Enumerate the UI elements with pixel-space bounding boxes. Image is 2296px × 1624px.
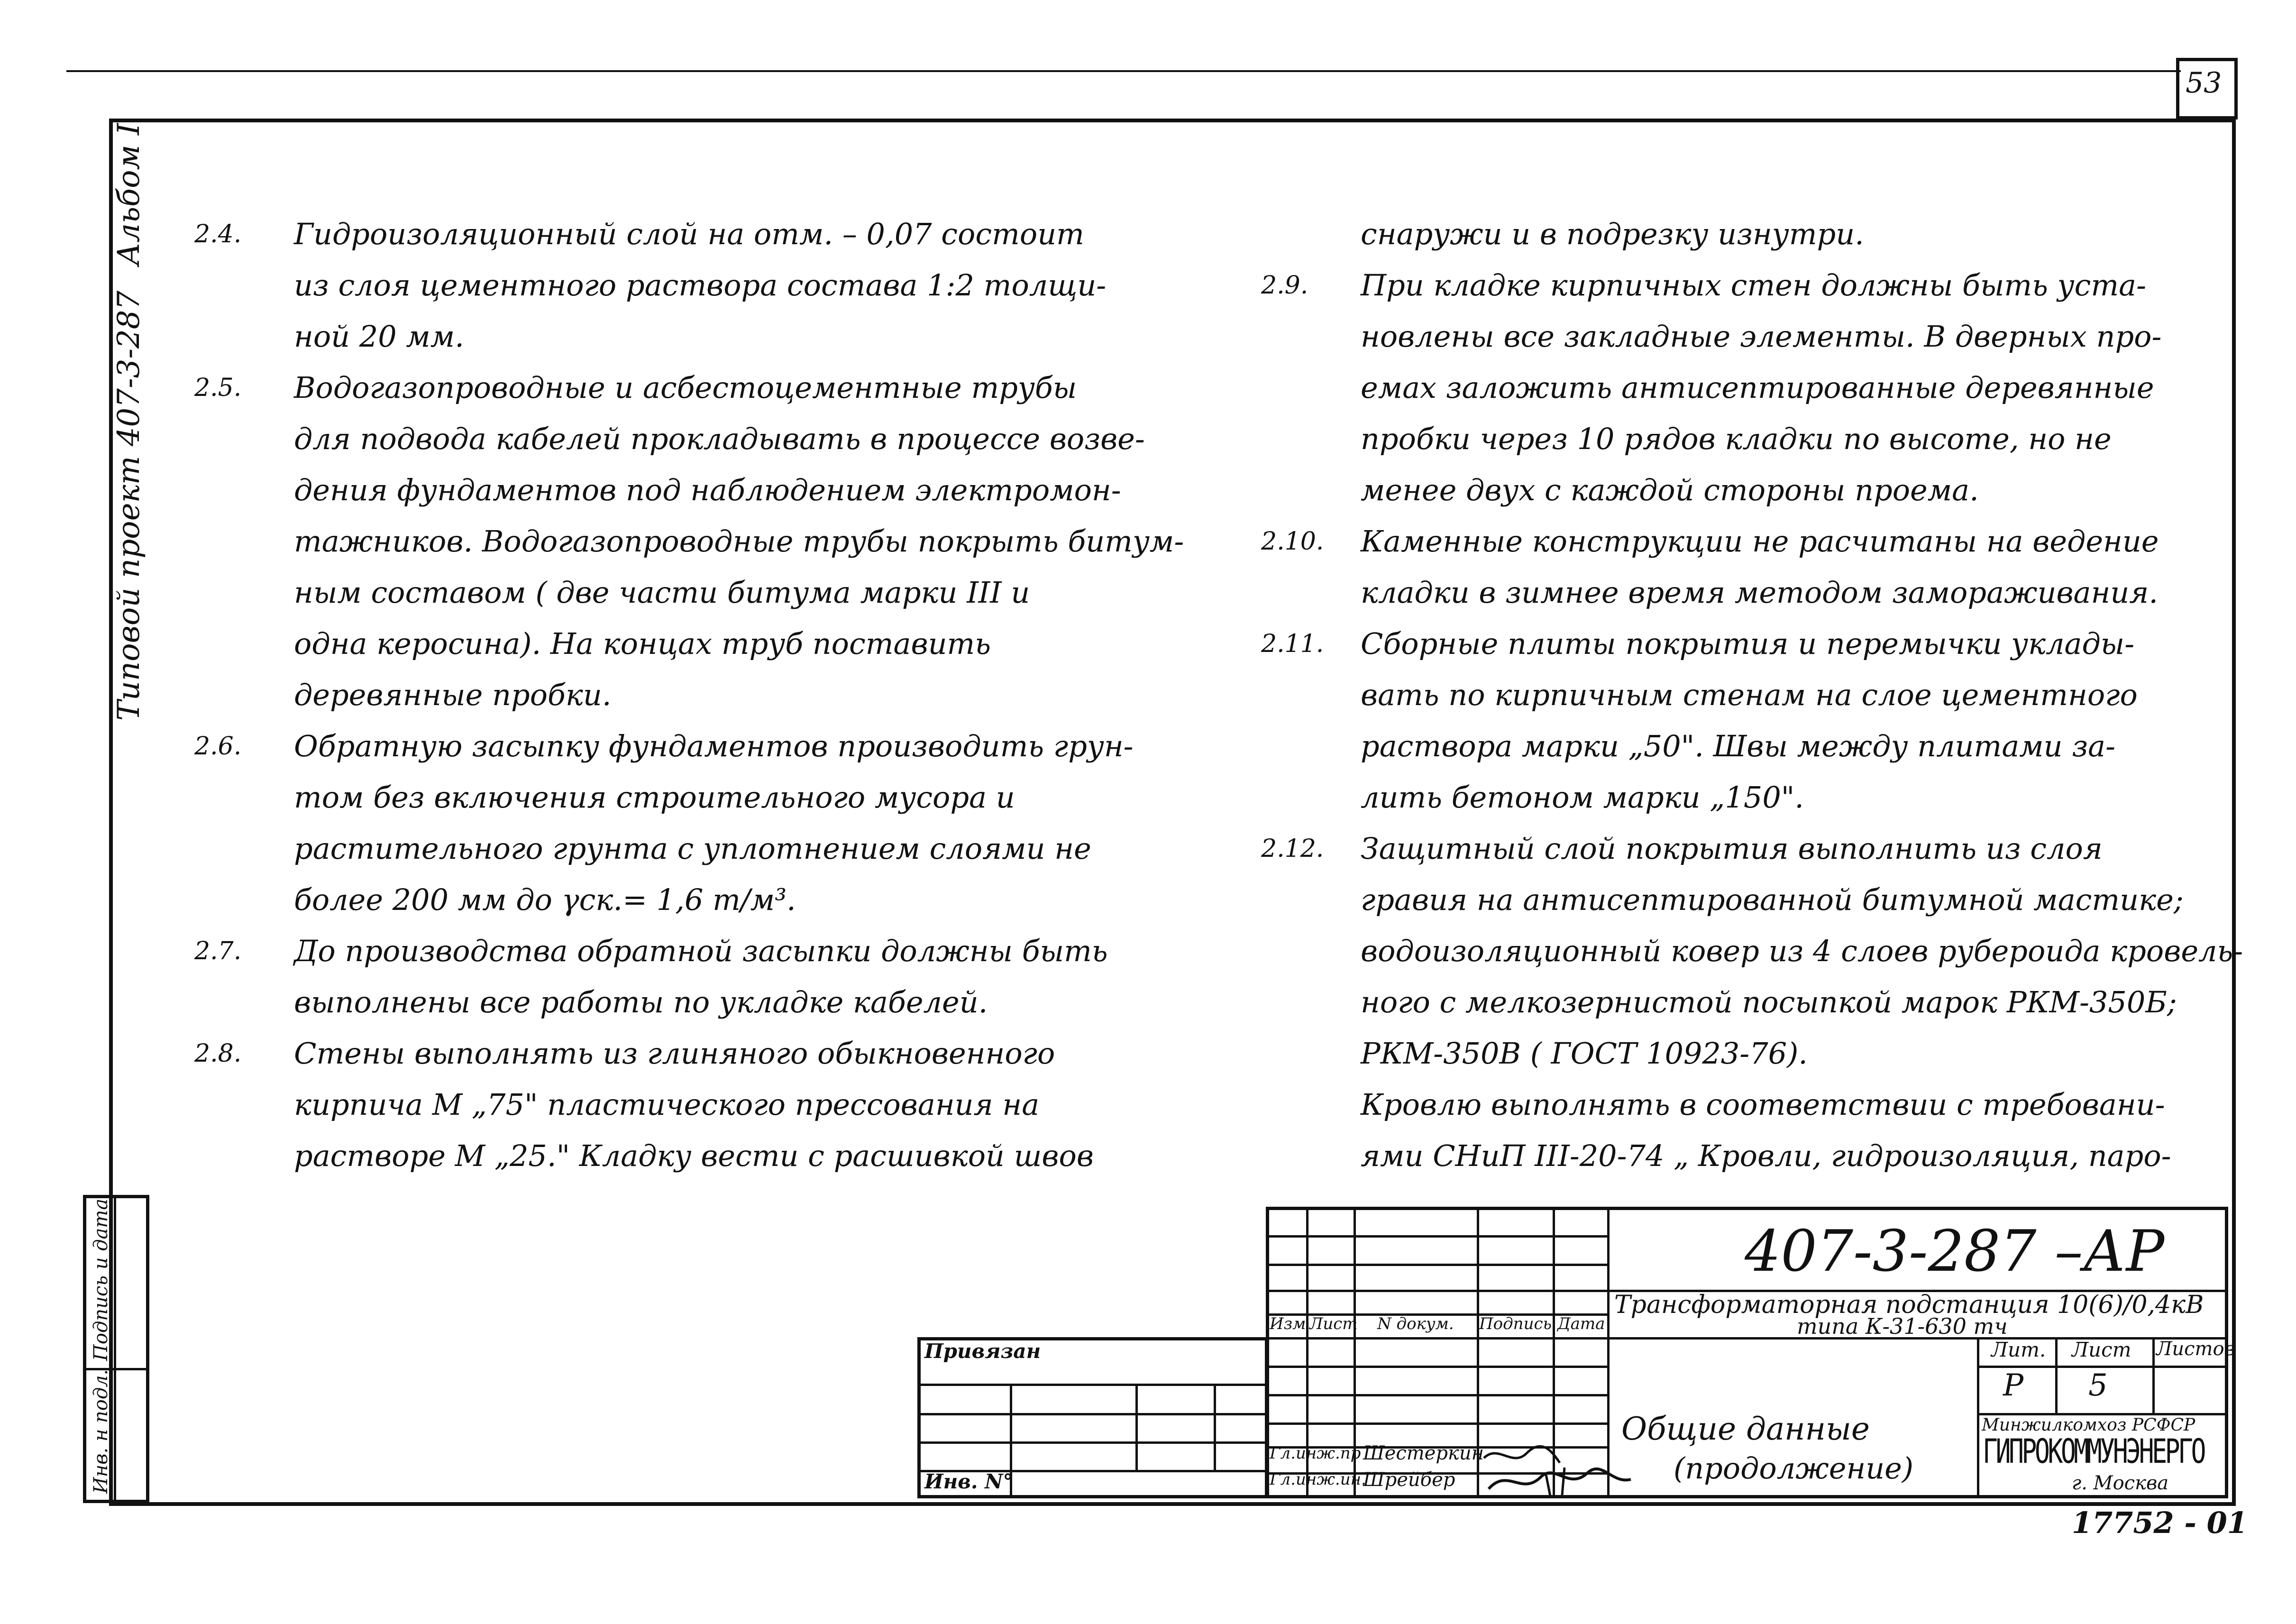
text-line: Кровлю выполнять в соответствии с требовани- (1361, 1087, 2165, 1122)
col-date-label: Дата (1557, 1314, 1605, 1333)
col-sign-label: Подпись (1479, 1314, 1552, 1333)
signature-date-label: Подпись и дата (90, 1198, 112, 1361)
page-number: 53 (2186, 66, 2222, 100)
text-line: Защитный слой покрытия выполнить из слоя (1361, 831, 2103, 866)
top-edge-line (66, 70, 2181, 72)
text-line: менее двух с каждой стороны проема. (1361, 473, 1979, 507)
paragraph (1261, 823, 2243, 1079)
text-line: растворе М „25." Кладку вести с расшивкой швов (294, 1138, 1094, 1173)
text-line: выполнены все работы по укладке кабелей. (294, 985, 988, 1019)
text-line: Стены выполнять из глиняного обыкновенного (294, 1036, 1055, 1071)
inv-no-label: Инв. N° (924, 1470, 1013, 1493)
tb-sheetinfo-left (1977, 1337, 1979, 1498)
paragraph (194, 926, 1108, 1028)
text-line: кирпича М „75" пластического прессования на (294, 1087, 1040, 1122)
text-line: ной 20 мм. (294, 319, 464, 354)
role-1-name: Шестеркин (1363, 1442, 1484, 1464)
text-line: Сборные плиты покрытия и перемычки уклады- (1361, 626, 2135, 661)
text-line: ного с мелкозернистой посыпкой марок РКМ-350Б; (1361, 985, 2177, 1019)
paragraph-number: 2.9. (1261, 271, 1308, 300)
project-label: Типовой проект 407-3-287 (111, 290, 146, 721)
org-ministry: Минжилкомхоз РСФСР (1982, 1415, 2195, 1435)
role-2: Гл.инж.ин. (1270, 1470, 1366, 1489)
text-line: для подвода кабелей прокладывать в процессе возве- (294, 422, 1145, 456)
paragraph (1261, 260, 2162, 516)
text-line: вать по кирпичным стенам на слое цементного (1361, 678, 2138, 712)
paragraph (194, 721, 1134, 926)
paragraph (194, 209, 1107, 362)
paragraph-number: 2.8. (194, 1039, 242, 1068)
paragraph-number: 2.7. (194, 937, 242, 965)
inv-number-label: Инв. н подл. (90, 1369, 112, 1494)
text-line: из слоя цементного раствора состава 1:2 толщи- (294, 268, 1107, 303)
tb-sheetinfo-right (2152, 1337, 2155, 1413)
paragraph-number: 2.10. (1261, 527, 1324, 556)
text-line: До производства обратной засыпки должны быть (294, 934, 1108, 968)
tb-row-6 (1266, 1394, 1607, 1396)
text-line: растительного грунта с уплотнением слоями не (294, 831, 1091, 866)
text-line: лить бетоном марки „150". (1361, 780, 1804, 815)
sheets-label: Листов (2156, 1338, 2235, 1360)
archive-number: 17752 - 01 (2072, 1505, 2248, 1540)
signature-scribble (1479, 1439, 1636, 1501)
sheet-title: Общие данные (1621, 1411, 1870, 1447)
text-line: том без включения строительного мусора и (294, 780, 1015, 815)
text-line: деревянные пробки. (294, 678, 612, 712)
org-name: ГИПРОКОММУНЭНЕРГО (1983, 1432, 2204, 1471)
binding-split (114, 1195, 116, 1503)
col-izm-label: Изм (1270, 1314, 1306, 1333)
role-1: Гл.инж.пр (1270, 1444, 1361, 1463)
text-line: Водогазопроводные и асбестоцементные трубы (294, 370, 1077, 405)
text-line: емах заложить антисептированные деревянные (1361, 370, 2154, 405)
tb-row-1 (1266, 1235, 1607, 1238)
paragraph-number: 2.5. (194, 374, 242, 402)
col-ndoc-label: N докум. (1377, 1314, 1454, 1333)
text-line: Обратную засыпку фундаментов производить грун- (294, 729, 1134, 763)
tb-row-3 (1266, 1290, 1607, 1292)
role-2-name: Шрейбер (1363, 1469, 1455, 1491)
project-subtitle: типа К-31-630 тч (1797, 1313, 2008, 1339)
text-line: гравия на антисептированной битумной мастике; (1361, 882, 2184, 917)
paragraph (1361, 1079, 2171, 1182)
privyazan-label: Привязан (924, 1340, 1041, 1363)
text-line: РКМ-350В ( ГОСТ 10923-76). (1361, 1036, 1808, 1071)
album-label: Альбом I (111, 123, 146, 266)
paragraph-number: 2.4. (194, 220, 242, 248)
tb-sheetinfo-mid (2055, 1337, 2058, 1413)
tb-row-7 (1266, 1422, 1607, 1425)
col-list-label: Лист (1309, 1314, 1358, 1333)
paragraph-number: 2.11. (1261, 630, 1324, 658)
privyazan-col-3 (1214, 1384, 1216, 1470)
drawing-code: 407-3-287 –АР (1745, 1219, 2165, 1285)
text-line: кладки в зимнее время методом замораживания. (1361, 575, 2159, 610)
text-line: одна керосина). На концах труб поставить (294, 626, 991, 661)
text-line: При кладке кирпичных стен должны быть уста- (1361, 268, 2147, 303)
tb-row-2 (1266, 1264, 1607, 1266)
text-line: тажников. Водогазопроводные трубы покрыть битум- (294, 524, 1184, 559)
sheet-label: Лист (2072, 1338, 2131, 1361)
text-line: раствора марки „50". Швы между плитами за- (1361, 729, 2116, 763)
text-line: Гидроизоляционный слой на отм. – 0,07 состоит (294, 217, 1084, 251)
lit-value: Р (2003, 1368, 2024, 1403)
paragraph-number: 2.6. (194, 732, 242, 761)
lit-label: Лит. (1991, 1338, 2046, 1361)
text-line: снаружи и в подрезку изнутри. (1361, 217, 1864, 251)
privyazan-col-2 (1135, 1384, 1138, 1470)
paragraph (1261, 618, 2138, 823)
text-line: дения фундаментов под наблюдением электромон- (294, 473, 1121, 507)
text-line: ями СНиП III-20-74 „ Кровли, гидроизоляция, паро- (1361, 1138, 2171, 1173)
text-line: ным составом ( две части битума марки III и (294, 575, 1030, 610)
text-line: пробки через 10 рядов кладки по высоте, но не (1361, 422, 2112, 456)
sheet-value: 5 (2088, 1368, 2108, 1403)
org-city: г. Москва (2072, 1472, 2169, 1494)
text-line: более 200 мм до γск.= 1,6 т/м³. (294, 882, 796, 917)
paragraph (194, 1028, 1094, 1182)
project-title: Трансформаторная подстанция 10(6)/0,4кВ (1614, 1291, 2204, 1319)
sheet-subtitle: (продолжение) (1674, 1451, 1914, 1486)
paragraph (194, 362, 1184, 721)
paragraph-number: 2.12. (1261, 835, 1324, 863)
text-line: Каменные конструкции не расчитаны на ведение (1361, 524, 2159, 559)
text-line: новлены все закладные элементы. В дверных про- (1361, 319, 2162, 354)
paragraph (1361, 209, 1864, 260)
paragraph (1261, 516, 2159, 618)
tb-row-5 (1266, 1366, 1607, 1368)
text-line: водоизоляционный ковер из 4 слоев рубероида кровель- (1361, 934, 2243, 968)
